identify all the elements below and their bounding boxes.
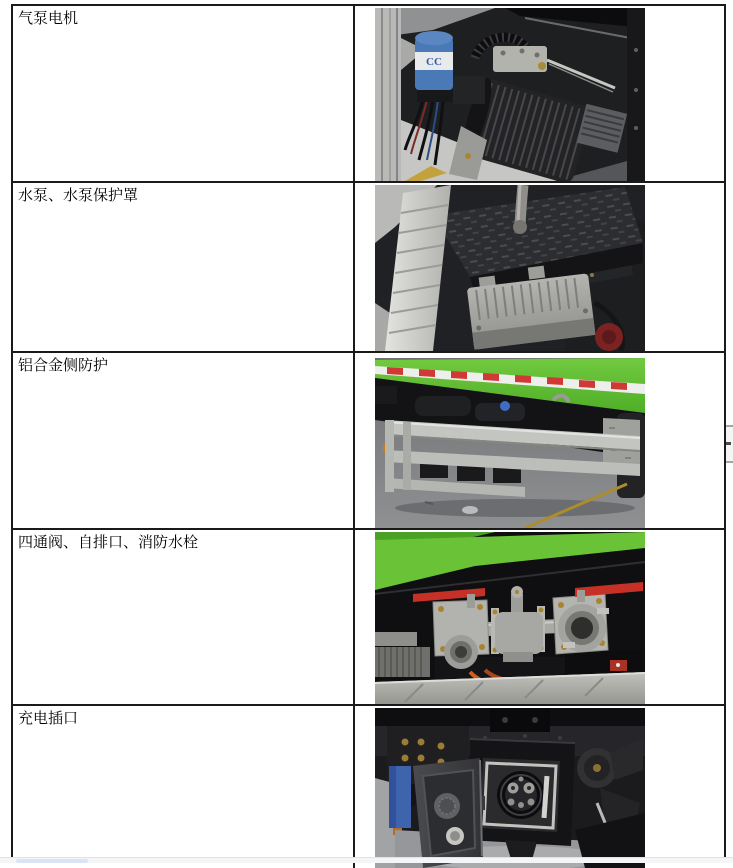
row-label-cell [13,183,355,351]
svg-text:CC: CC [426,56,442,68]
part-label: 铝合金侧防护 [18,358,108,374]
table-row [13,530,724,706]
part-label: 水泵、水泵保护罩 [18,188,138,204]
charging-port-door [413,758,485,868]
photo-aluminum-side-guard [375,358,645,528]
horizontal-scrollbar-thumb[interactable] [16,859,88,863]
table-row [13,353,724,530]
row-photo-cell [355,706,724,868]
part-label: 四通阀、自排口、消防水栓 [18,535,198,551]
table-row [13,6,724,183]
horizontal-scrollbar[interactable] [0,857,733,863]
side-handle-dash-icon [726,442,731,445]
photo-water-pump-cover [375,185,645,351]
row-label-cell [13,706,355,868]
row-photo-cell [355,6,724,181]
row-label-cell [13,6,355,181]
clipped-side-handle[interactable] [726,425,733,463]
row-photo-cell [355,353,724,528]
table-row [13,183,724,353]
table-row [13,706,724,868]
row-label-cell [13,353,355,528]
row-photo-cell [355,183,724,351]
row-photo-cell [355,530,724,704]
part-label: 充电插口 [18,711,78,727]
inspection-photo-table [11,4,726,857]
photo-four-way-valve [375,532,645,704]
part-label: 气泵电机 [18,11,78,27]
photo-charging-socket [375,708,645,868]
photo-air-pump-motor [375,8,645,181]
row-label-cell [13,530,355,704]
drain-valve-coupling [553,594,609,654]
